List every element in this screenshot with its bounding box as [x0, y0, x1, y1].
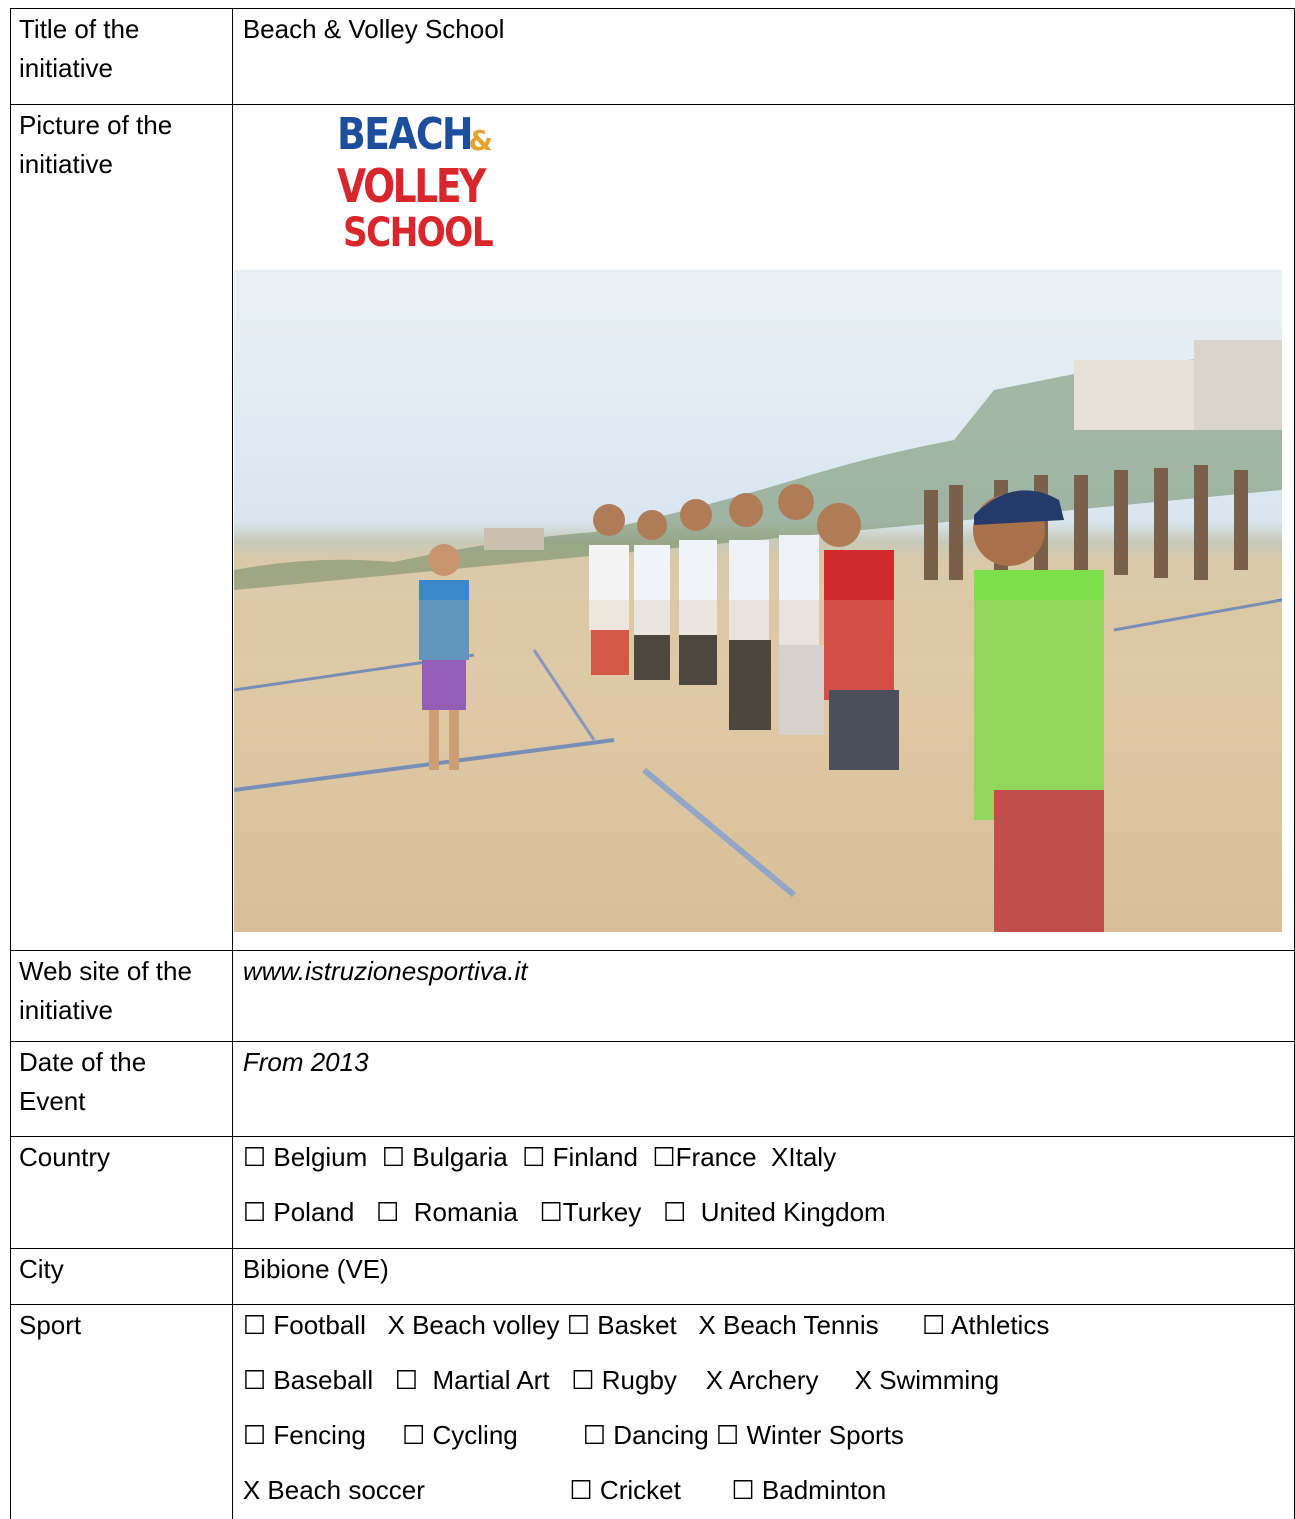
beach-volley-school-logo [337, 107, 495, 262]
picture-value [232, 105, 1294, 951]
sport-options-line-2[interactable]: ☐ Baseball ☐ Martial Art ☐ Rugby X Archery X Swimming [242, 1365, 1000, 1395]
title-value [232, 9, 1294, 105]
sport-options-line-1[interactable]: ☐ Football X Beach volley ☐ Basket X Beach Tennis ☐ Athletics [242, 1310, 1050, 1340]
sport-options-line-4[interactable]: X Beach soccer ☐ Cricket ☐ Badminton [242, 1475, 887, 1505]
row-city [11, 1249, 1295, 1305]
country-label [11, 1137, 233, 1249]
row-website [11, 951, 1295, 1042]
country-options-line-1[interactable]: ☐ Belgium ☐ Bulgaria ☐ Finland ☐France XItaly [242, 1142, 837, 1172]
row-picture [11, 105, 1295, 951]
date-value [232, 1042, 1294, 1137]
sport-label-text: Sport [19, 1310, 82, 1340]
beach-scene-illustration [234, 270, 1282, 932]
beach-training-photo [234, 270, 1282, 932]
date-label [11, 1042, 233, 1137]
sport-options-line-3[interactable]: ☐ Fencing ☐ Cycling ☐ Dancing ☐ Winter Sports [242, 1420, 904, 1450]
website-value[interactable] [232, 951, 1294, 1042]
website-label [11, 951, 233, 1042]
country-options [232, 1137, 1294, 1249]
initiative-table [10, 8, 1295, 1519]
title-label [11, 9, 233, 105]
website-label-text: Web site of the initiative [19, 956, 192, 1025]
picture-label [11, 105, 233, 951]
date-label-text: Date of the Event [19, 1047, 147, 1116]
city-value-text: Bibione (VE) [242, 1254, 389, 1284]
row-date [11, 1042, 1295, 1137]
title-value-text: Beach & Volley School [242, 14, 505, 44]
website-link[interactable]: www.istruzionesportiva.it [242, 956, 528, 986]
date-value-text: From 2013 [242, 1047, 369, 1077]
sport-options [232, 1305, 1294, 1519]
row-title [11, 9, 1295, 105]
row-country [11, 1137, 1295, 1249]
row-sport [11, 1305, 1295, 1519]
logo-ampersand: & [468, 124, 493, 157]
title-label-text: Title of the initiative [19, 14, 140, 83]
city-value [232, 1249, 1294, 1305]
country-options-line-2[interactable]: ☐ Poland ☐ Romania ☐Turkey ☐ United Kingdom [242, 1197, 886, 1227]
sport-label [11, 1305, 233, 1519]
logo-line-3: SCHOOL [342, 210, 492, 256]
country-label-text: Country [19, 1142, 111, 1172]
city-label-text: City [19, 1254, 64, 1284]
city-label [11, 1249, 233, 1305]
picture-label-text: Picture of the initiative [19, 110, 173, 179]
logo-line-1: BEACH [336, 109, 472, 160]
logo-line-2: VOLLEY [336, 159, 484, 213]
